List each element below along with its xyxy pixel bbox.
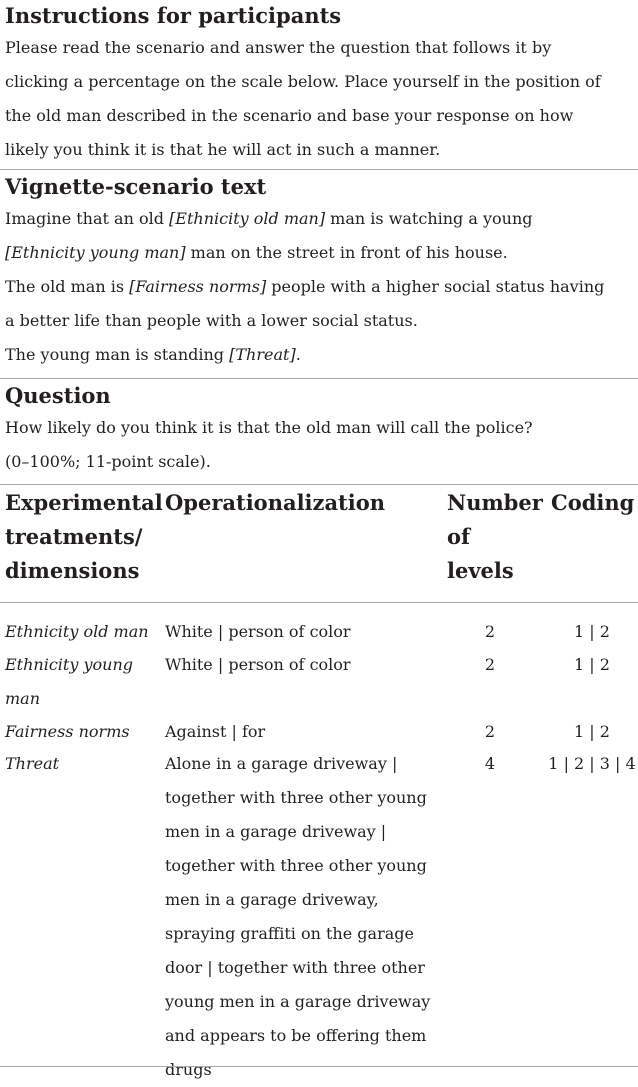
- vignette-title: Vignette-scenario text: [5, 174, 267, 199]
- row-fairness-norms-levels: 2: [484, 722, 496, 741]
- row-ethnicity-old-man-operationalization: White | person of color: [165, 622, 351, 641]
- header-number-of-levels: Number of levels: [447, 490, 543, 583]
- row-ethnicity-young-man-operationalization: White | person of color: [165, 655, 351, 674]
- row-ethnicity-young-man-treatment: Ethnicity young man: [5, 655, 133, 708]
- text-run: people with a higher social status having a better life than people with a lower social status.: [5, 277, 605, 330]
- header-operationalization: Operationalization: [165, 490, 386, 515]
- text-run: man on the street in front of his house.: [185, 243, 508, 262]
- text-run: .: [295, 345, 301, 364]
- table-bottom-rule: [0, 1066, 638, 1067]
- vignette-paragraph-3: [5, 338, 605, 372]
- placeholder-ethnicity-old-man: [Ethnicity old man]: [169, 209, 326, 228]
- row-threat-treatment: Threat: [5, 754, 60, 773]
- section-divider: [0, 169, 638, 170]
- placeholder-fairness-norms: [Fairness norms]: [129, 277, 267, 296]
- question-section: [0, 381, 638, 479]
- section-divider: [0, 484, 638, 485]
- question-title: Question: [5, 383, 111, 408]
- header-treatments: Experimental treatments/ dimensions: [5, 490, 163, 583]
- header-coding: Coding: [551, 490, 635, 515]
- placeholder-ethnicity-young-man: [Ethnicity young man]: [5, 243, 186, 262]
- question-scale-note: (0–100%; 11-point scale).: [5, 452, 211, 471]
- placeholder-threat: [Threat]: [229, 345, 296, 364]
- vignette-paragraph-2: [5, 270, 605, 338]
- table-header-divider: [0, 602, 638, 603]
- row-ethnicity-young-man-levels: 2: [484, 655, 496, 674]
- text-run: man is watching a young: [325, 209, 533, 228]
- instructions-section: [0, 0, 638, 167]
- text-run: The young man is standing: [5, 345, 230, 364]
- instructions-text: Please read the scenario and answer the question that follows it by clicking a percentage on the scale below. Place yourself in the position of the old man described in the scenario and base your response on how likely you think it is that he will act in such a manner.: [5, 38, 601, 159]
- row-fairness-norms-treatment: Fairness norms: [5, 722, 130, 741]
- text-run: Imagine that an old: [5, 209, 170, 228]
- row-ethnicity-young-man-coding: 1 | 2: [574, 655, 610, 674]
- row-fairness-norms-operationalization: Against | for: [165, 722, 266, 741]
- row-ethnicity-old-man-levels: 2: [484, 622, 496, 641]
- question-text: How likely do you think it is that the old man will call the police?: [5, 418, 533, 437]
- row-fairness-norms-coding: 1 | 2: [574, 722, 610, 741]
- row-threat-levels: 4: [484, 754, 496, 773]
- instructions-title: Instructions for participants: [5, 3, 342, 28]
- row-threat-coding: 1 | 2 | 3 | 4: [548, 754, 636, 773]
- section-divider: [0, 378, 638, 379]
- text-run: The old man is: [5, 277, 130, 296]
- row-threat-operationalization: Alone in a garage driveway | together with three other young men in a garage driveway | together with three other young men in a garage driveway, spraying graffiti on the garage door | together with three other young men in a garage driveway and appears to be offering them drugs: [165, 754, 431, 1079]
- vignette-section: [0, 172, 638, 372]
- row-ethnicity-old-man-treatment: Ethnicity old man: [5, 622, 149, 641]
- vignette-paragraph-1: [5, 202, 605, 270]
- row-ethnicity-old-man-coding: 1 | 2: [574, 622, 610, 641]
